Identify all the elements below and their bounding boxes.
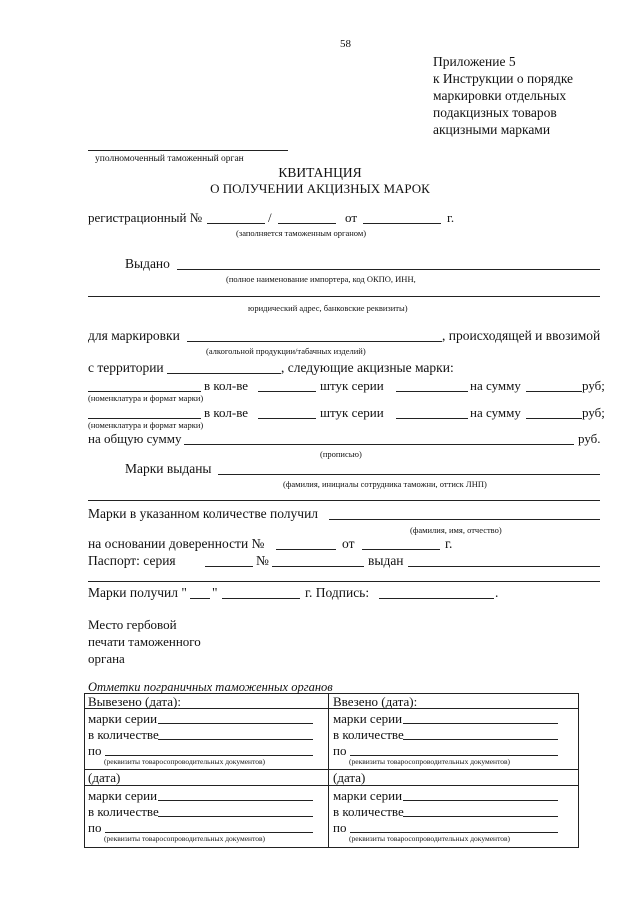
nomenclature-hint: (номенклатура и формат марки)	[88, 420, 204, 430]
series-field[interactable]	[158, 723, 313, 724]
series-field[interactable]	[396, 418, 468, 419]
qty-label: в кол-ве	[204, 405, 249, 420]
series-label: штук серии	[320, 378, 384, 393]
reg-year: г.	[447, 210, 455, 225]
appendix-line: Приложение 5	[433, 54, 516, 69]
series-label: марки серии	[333, 711, 403, 726]
total-hint: (прописью)	[320, 449, 362, 459]
border-marks-table	[84, 693, 579, 848]
qty-field[interactable]	[258, 391, 316, 392]
issued-field[interactable]	[177, 269, 600, 270]
total-label: на общую сумму	[88, 431, 182, 446]
marking-field[interactable]	[187, 341, 442, 342]
docs-field[interactable]	[350, 832, 558, 833]
appendix-line: маркировки отдельных	[433, 88, 567, 103]
series-field[interactable]	[403, 723, 558, 724]
page-title: КВИТАНЦИЯ	[278, 165, 362, 180]
reg-number2-field[interactable]	[278, 223, 336, 224]
got-quote: "	[212, 585, 218, 600]
reg-date-field[interactable]	[363, 223, 441, 224]
given-label: Марки выданы	[125, 461, 212, 476]
date-label: (дата)	[88, 770, 121, 785]
got-dot: .	[495, 585, 499, 600]
date-label: (дата)	[333, 770, 366, 785]
seal-place	[88, 616, 201, 667]
series-label: штук серии	[320, 405, 384, 420]
by-label: по	[88, 820, 102, 835]
issued-hint2: юридический адрес, банковские реквизиты)	[248, 303, 408, 313]
passport-num-label: №	[256, 553, 269, 568]
authority-caption: уполномоченный таможенный орган	[95, 154, 244, 164]
seal-line: органа	[88, 651, 125, 666]
received-hint: (фамилия, имя, отчество)	[410, 525, 502, 535]
territory-tail: , следующие акцизные марки:	[281, 360, 454, 375]
marking-hint: (алкогольной продукции/табачных изделий)	[206, 346, 366, 356]
passport-series-field[interactable]	[205, 566, 253, 567]
got-month-field[interactable]	[222, 598, 300, 599]
series-label: марки серии	[333, 788, 403, 803]
quantity-label: в количестве	[88, 727, 159, 742]
reg-label: регистрационный №	[88, 210, 203, 225]
quantity-field[interactable]	[403, 816, 558, 817]
marking-label: для маркировки	[88, 328, 180, 343]
quantity-field[interactable]	[403, 739, 558, 740]
appendix-line: акцизными марками	[433, 122, 551, 137]
border-title: Отметки пограничных таможенных органов	[88, 680, 333, 694]
rub-label: руб;	[582, 405, 605, 420]
docs-field[interactable]	[105, 832, 313, 833]
series-field[interactable]	[403, 800, 558, 801]
passport-number-field[interactable]	[272, 566, 364, 567]
got-year-signature: г. Подпись:	[305, 585, 370, 600]
series-label: марки серии	[88, 711, 158, 726]
nomenclature-field[interactable]	[88, 391, 201, 392]
given-field[interactable]	[218, 474, 600, 475]
page-number: 58	[340, 38, 351, 50]
page-subtitle: О ПОЛУЧЕНИИ АКЦИЗНЫХ МАРОК	[210, 181, 430, 196]
series-field[interactable]	[158, 800, 313, 801]
reg-number-field[interactable]	[207, 223, 265, 224]
sum-label: на сумму	[470, 405, 521, 420]
docs-hint: (реквизиты товаросопроводительных документов)	[104, 757, 266, 766]
docs-field[interactable]	[105, 755, 313, 756]
territory-label: с территории	[88, 360, 164, 375]
reg-from: от	[345, 210, 358, 225]
got-day-field[interactable]	[190, 598, 210, 599]
series-label: марки серии	[88, 788, 158, 803]
given-hint: (фамилия, инициалы сотрудника таможни, оттиск ЛНП)	[283, 479, 487, 489]
nomenclature-field[interactable]	[88, 418, 201, 419]
issued-field-2[interactable]	[88, 296, 600, 297]
reg-slash: /	[268, 210, 272, 225]
docs-hint: (реквизиты товаросопроводительных документов)	[349, 834, 511, 843]
total-rub: руб.	[578, 431, 601, 446]
appendix-header	[433, 53, 573, 138]
received-field[interactable]	[329, 519, 600, 520]
exported-date-label: Вывезено (дата):	[88, 694, 181, 709]
by-label: по	[88, 743, 102, 758]
docs-hint: (реквизиты товаросопроводительных документов)	[104, 834, 266, 843]
appendix-line: подакцизных товаров	[433, 105, 557, 120]
by-label: по	[333, 820, 347, 835]
issued-hint1: (полное наименование импортера, код ОКПО, ИНН,	[226, 274, 416, 284]
docs-field[interactable]	[350, 755, 558, 756]
sum-label: на сумму	[470, 378, 521, 393]
qty-label: в кол-ве	[204, 378, 249, 393]
total-field[interactable]	[184, 444, 574, 445]
series-field[interactable]	[396, 391, 468, 392]
marking-tail: , происходящей и ввозимой	[442, 328, 601, 343]
passport-label: Паспорт: серия	[88, 553, 176, 568]
seal-line: Место гербовой	[88, 617, 177, 632]
proxy-from: от	[342, 536, 355, 551]
signature-field[interactable]	[379, 598, 494, 599]
quantity-label: в количестве	[88, 804, 159, 819]
rub-label: руб;	[582, 378, 605, 393]
reg-hint: (заполняется таможенным органом)	[236, 228, 367, 238]
territory-field[interactable]	[167, 373, 281, 374]
quantity-field[interactable]	[158, 739, 313, 740]
quantity-field[interactable]	[158, 816, 313, 817]
passport-issued-label: выдан	[368, 553, 404, 568]
authority-line[interactable]	[88, 150, 288, 151]
passport-field-2[interactable]	[88, 581, 600, 582]
quantity-label: в количестве	[333, 804, 404, 819]
proxy-year: г.	[445, 536, 453, 551]
proxy-date-field[interactable]	[362, 549, 440, 550]
docs-hint: (реквизиты товаросопроводительных документов)	[349, 757, 511, 766]
appendix-line: к Инструкции о порядке	[433, 71, 574, 86]
passport-issued-field[interactable]	[408, 566, 600, 567]
sum-field[interactable]	[526, 418, 582, 419]
given-field-2[interactable]	[88, 500, 600, 501]
issued-label: Выдано	[125, 256, 170, 271]
received-label: Марки в указанном количестве получил	[88, 506, 319, 521]
quantity-label: в количестве	[333, 727, 404, 742]
sum-field[interactable]	[526, 391, 582, 392]
imported-date-label: Ввезено (дата):	[333, 694, 418, 709]
proxy-number-field[interactable]	[276, 549, 336, 550]
qty-field[interactable]	[258, 418, 316, 419]
by-label: по	[333, 743, 347, 758]
seal-line: печати таможенного	[88, 634, 201, 649]
proxy-label: на основании доверенности №	[88, 536, 265, 551]
got-label: Марки получил "	[88, 585, 187, 600]
nomenclature-hint: (номенклатура и формат марки)	[88, 393, 204, 403]
